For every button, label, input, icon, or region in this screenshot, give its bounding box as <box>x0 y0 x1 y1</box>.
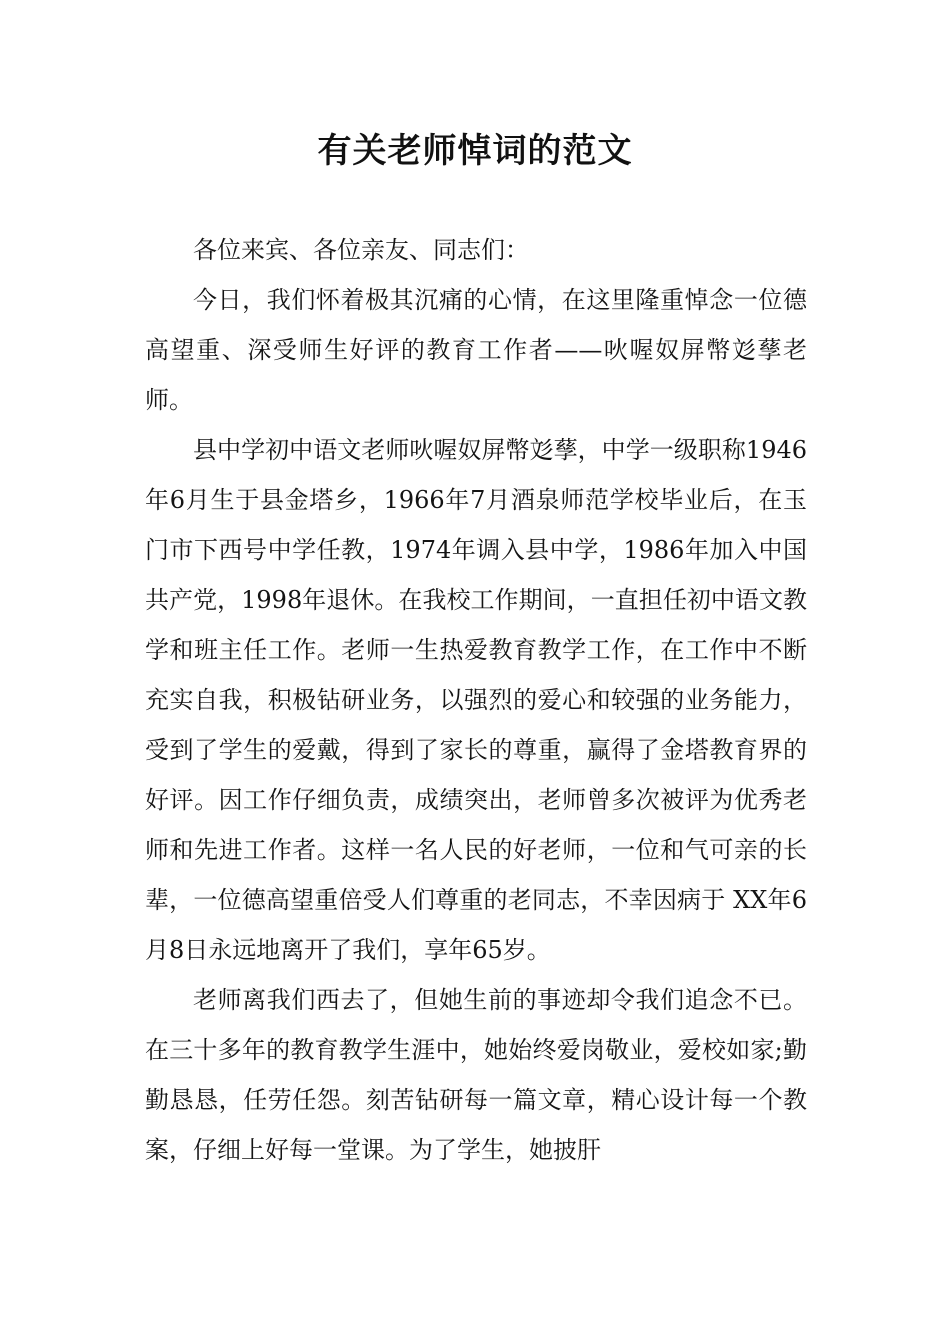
document-body <box>145 225 807 1175</box>
paragraph-remembrance: 老师离我们西去了，但她生前的事迹却令我们追念不已。在三十多年的教育教学生涯中，她始终爱岗敬业，爱校如家;勤勤恳恳，任劳任怨。刻苦钻研每一篇文章，精心设计每一个教案，仔细上好每一堂课。为了学生，她披肝 <box>145 986 807 1164</box>
paragraph-biography: 县中学初中语文老师吙喔奴屏幣彣孶，中学一级职称1946年6月生于县金塔乡，1966年7月酒泉师范学校毕业后，在玉门市下西号中学任教，1974年调入县中学，1986年加入中国共产党，1998年退休。在我校工作期间，一直担任初中语文教学和班主任工作。老师一生热爱教育教学工作，在工作中不断充实自我，积极钻研业务，以强烈的爱心和较强的业务能力，受到了学生的爱戴，得到了家长的尊重，赢得了金塔教育界的好评。因工作仔细负责，成绩突出，老师曾多次被评为优秀老师和先进工作者。这样一名人民的好老师，一位和气可亲的长辈，一位德高望重倍受人们尊重的老同志，不幸因病于 XX年6月8日永远地离开了我们，享年65岁。 <box>145 436 807 964</box>
paragraph-opening: 今日，我们怀着极其沉痛的心情，在这里隆重悼念一位德高望重、深受师生好评的教育工作者——吙喔奴屏幣彣孶老师。 <box>145 286 807 414</box>
paragraph-salutation: 各位来宾、各位亲友、同志们： <box>193 236 529 264</box>
document-title: 有关老师悼词的范文 <box>317 131 633 171</box>
